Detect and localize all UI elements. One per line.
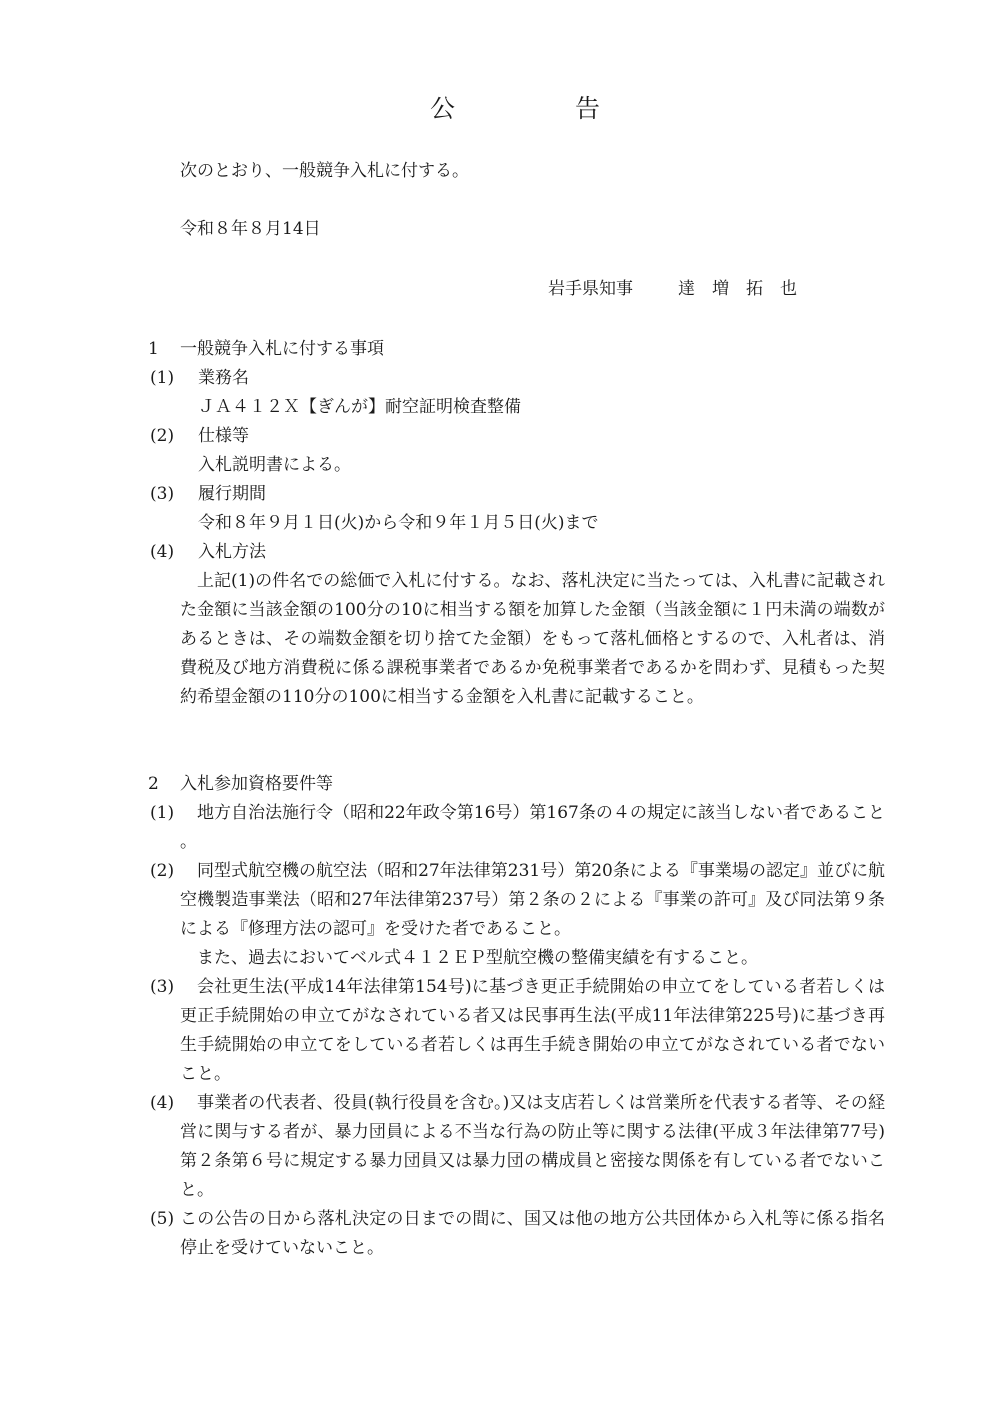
- s2-item3-text: 会社更生法(平成14年法律第154号)に基づき更正手続開始の申立てをしている者若しくは更正手続開始の申立てがなされている者又は民事再生法(平成11年法律第225号)に基づき再生手続開始の申立てをしている者若しくは再生手続き開始の申立てがなされている者でないこと。: [180, 977, 885, 1084]
- section2-heading: 入札参加資格要件等: [180, 774, 333, 794]
- section2-number: 2: [148, 774, 159, 794]
- s2-item2-extra: また、過去においてベル式４１２ＥＰ型航空機の整備実績を有すること。: [197, 948, 758, 968]
- intro-text: 次のとおり、一般競争入札に付する。: [180, 161, 469, 181]
- s2-item2-number: (2): [150, 861, 175, 881]
- s1-item1-number: (1): [150, 368, 175, 388]
- s2-item3-number: (3): [150, 977, 175, 997]
- page-title: [430, 92, 600, 126]
- s1-item2-content: 入札説明書による。: [198, 455, 351, 475]
- s1-item1-content: ＪＡ４１２Ｘ【ぎんが】耐空証明検査整備: [198, 397, 521, 417]
- s2-item2-text: 同型式航空機の航空法（昭和27年法律第231号）第20条による『事業場の認定』並びに航空機製造事業法（昭和27年法律第237号）第２条の２による『事業の許可』及び同法第９条による『修理方法の認可』を受けた者であること。: [180, 861, 885, 939]
- s2-item5-text: この公告の日から落札決定の日までの間に、国又は他の地方公共団体から入札等に係る指名停止を受けていないこと。: [180, 1209, 885, 1258]
- s1-item2-number: (2): [150, 426, 175, 446]
- title-char-1: 公: [430, 94, 456, 123]
- s2-item4-text: 事業者の代表者、役員(執行役員を含む。)又は支店若しくは営業所を代表する者等、その経営に関与する者が、暴力団員による不当な行為の防止等に関する法律(平成３年法律第77号)第２条第６号に規定する暴力団員又は暴力団の構成員と密接な関係を有している者でないこと。: [180, 1093, 885, 1200]
- s1-item3-number: (3): [150, 484, 175, 504]
- signatory-name: 達 増 拓 也: [678, 279, 797, 299]
- s1-item4-content: 上記(1)の件名での総価で入札に付する。なお、落札決定に当たっては、入札書に記載された金額に当該金額の100分の10に相当する額を加算した金額（当該金額に１円未満の端数があるときは、その端数金額を切り捨てた金額）をもって落札価格とするので、入札者は、消費税及び地方消費税に係る課税事業者であるか免税事業者であるかを問わず、見積もった契約希望金額の110分の100に相当する金額を入札書に記載すること。: [180, 571, 885, 707]
- s1-item4-label: 入札方法: [198, 542, 266, 562]
- s2-item1-text: 地方自治法施行令（昭和22年政令第16号）第167条の４の規定に該当しない者であること。: [180, 803, 885, 852]
- s1-item4-number: (4): [150, 542, 175, 562]
- s2-item1-number: (1): [150, 803, 175, 823]
- s2-item4-number: (4): [150, 1093, 175, 1113]
- s2-item5-number: (5): [150, 1209, 175, 1229]
- section1-heading: 一般競争入札に付する事項: [180, 339, 384, 359]
- s1-item3-label: 履行期間: [198, 484, 266, 504]
- notice-date: 令和８年８月14日: [180, 219, 321, 239]
- section1-number: 1: [148, 339, 159, 359]
- s1-item3-content: 令和８年９月１日(火)から令和９年１月５日(火)まで: [198, 513, 599, 533]
- title-char-2: 告: [574, 94, 600, 123]
- s1-item1-label: 業務名: [198, 368, 249, 388]
- s1-item2-label: 仕様等: [198, 426, 249, 446]
- signatory-office: 岩手県知事: [548, 279, 633, 299]
